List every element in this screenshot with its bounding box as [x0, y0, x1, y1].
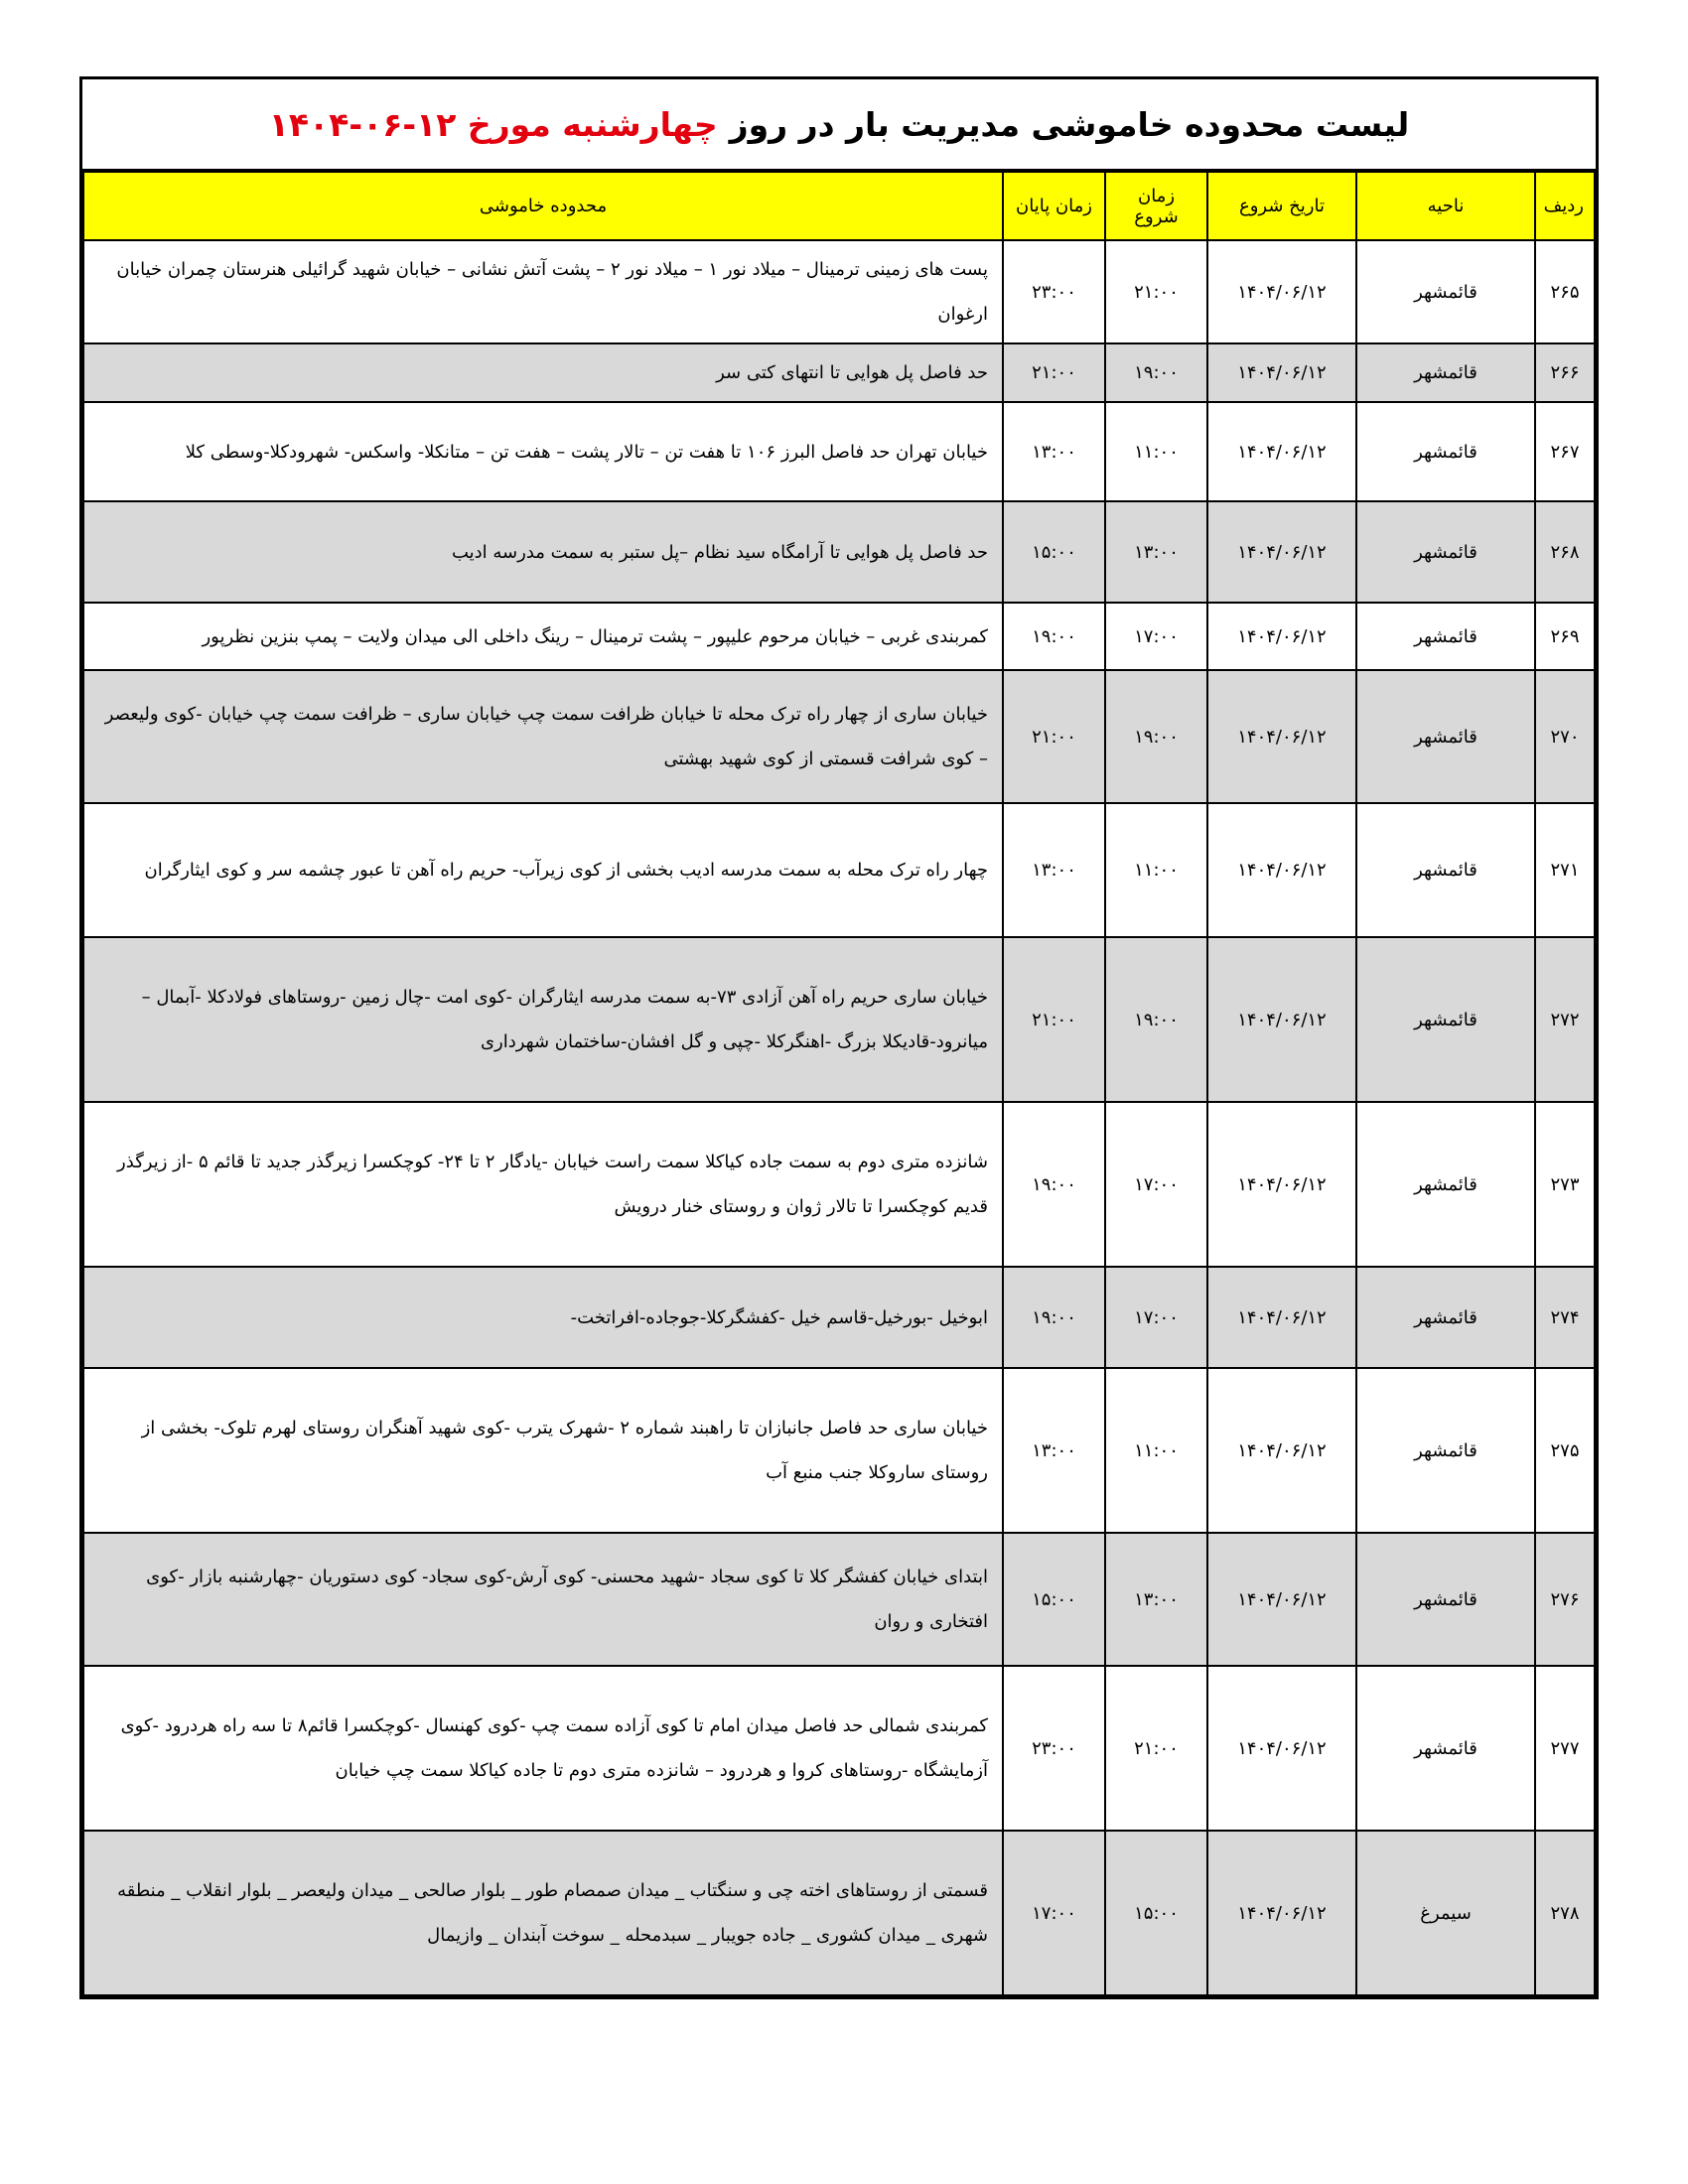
cell-row-number: ۲۷۲ [1535, 937, 1595, 1102]
cell-region: قائمشهر [1356, 240, 1535, 343]
cell-row-number: ۲۶۶ [1535, 343, 1595, 402]
cell-start-date: ۱۴۰۴/۰۶/۱۲ [1207, 1267, 1356, 1368]
table-row [83, 240, 1595, 343]
cell-start-date: ۱۴۰۴/۰۶/۱۲ [1207, 670, 1356, 803]
cell-region: قائمشهر [1356, 1666, 1535, 1831]
cell-row-number: ۲۷۸ [1535, 1831, 1595, 1995]
cell-blackout-area: کمربندی غربی – خیابان مرحوم علیپور – پشت ترمینال – رینگ داخلی الی میدان ولایت – پمپ بنزین نظرپور [83, 603, 1003, 670]
cell-start-date: ۱۴۰۴/۰۶/۱۲ [1207, 803, 1356, 937]
page-title [82, 79, 1596, 171]
header-row-number: ردیف [1535, 172, 1595, 240]
table-row [83, 1666, 1595, 1831]
cell-row-number: ۲۶۸ [1535, 501, 1595, 603]
table-row [83, 343, 1595, 402]
cell-start-time: ۱۱:۰۰ [1105, 402, 1207, 501]
table-row [83, 937, 1595, 1102]
cell-start-date: ۱۴۰۴/۰۶/۱۲ [1207, 937, 1356, 1102]
cell-start-date: ۱۴۰۴/۰۶/۱۲ [1207, 603, 1356, 670]
cell-start-time: ۲۱:۰۰ [1105, 1666, 1207, 1831]
cell-start-time: ۱۷:۰۰ [1105, 1102, 1207, 1267]
blackout-table [82, 171, 1596, 1996]
table-row [83, 402, 1595, 501]
cell-region: قائمشهر [1356, 501, 1535, 603]
cell-region: قائمشهر [1356, 1533, 1535, 1666]
cell-end-time: ۲۱:۰۰ [1003, 670, 1105, 803]
cell-start-date: ۱۴۰۴/۰۶/۱۲ [1207, 1533, 1356, 1666]
cell-start-time: ۱۵:۰۰ [1105, 1831, 1207, 1995]
cell-start-time: ۱۱:۰۰ [1105, 1368, 1207, 1533]
cell-end-time: ۲۳:۰۰ [1003, 240, 1105, 343]
header-region: ناحیه [1356, 172, 1535, 240]
table-row [83, 1533, 1595, 1666]
title-main: لیست محدوده خاموشی مدیریت بار در روز [729, 104, 1410, 144]
cell-blackout-area: خیابان ساری حریم راه آهن آزادی ۷۳-به سمت مدرسه ایثارگران -کوی امت -چال زمین -روستاهای فولادکلا -آبمال – میانرود-قادیکلا بزرگ -اهنگرکلا -چپی و گل افشان-ساختمان شهرداری [83, 937, 1003, 1102]
table-header-row [83, 172, 1595, 240]
cell-blackout-area: چهار راه ترک محله به سمت مدرسه ادیب بخشی از کوی زیرآب- حریم راه آهن تا عبور چشمه سر و کوی ایثارگران [83, 803, 1003, 937]
cell-end-time: ۱۳:۰۰ [1003, 402, 1105, 501]
header-start-date: تاریخ شروع [1207, 172, 1356, 240]
cell-start-date: ۱۴۰۴/۰۶/۱۲ [1207, 1368, 1356, 1533]
cell-start-date: ۱۴۰۴/۰۶/۱۲ [1207, 501, 1356, 603]
table-row [83, 670, 1595, 803]
cell-row-number: ۲۷۵ [1535, 1368, 1595, 1533]
cell-end-time: ۱۹:۰۰ [1003, 1102, 1105, 1267]
cell-start-time: ۱۷:۰۰ [1105, 1267, 1207, 1368]
cell-row-number: ۲۶۷ [1535, 402, 1595, 501]
cell-row-number: ۲۷۰ [1535, 670, 1595, 803]
cell-row-number: ۲۷۳ [1535, 1102, 1595, 1267]
cell-blackout-area: خیابان ساری حد فاصل جانبازان تا راهبند شماره ۲ -شهرک یترب -کوی شهید آهنگران روستای لهرم تلوک- بخشی از روستای ساروکلا جنب منبع آب [83, 1368, 1003, 1533]
cell-row-number: ۲۷۶ [1535, 1533, 1595, 1666]
cell-blackout-area: خیابان ساری از چهار راه ترک محله تا خیابان ظرافت سمت چپ خیابان ساری – ظرافت سمت چپ خیابان -کوی ولیعصر – کوی شرافت قسمتی از کوی شهید بهشتی [83, 670, 1003, 803]
table-row [83, 1102, 1595, 1267]
table-row [83, 1368, 1595, 1533]
cell-row-number: ۲۷۱ [1535, 803, 1595, 937]
table-row [83, 1831, 1595, 1995]
table-row [83, 501, 1595, 603]
cell-start-date: ۱۴۰۴/۰۶/۱۲ [1207, 1102, 1356, 1267]
cell-end-time: ۲۱:۰۰ [1003, 937, 1105, 1102]
cell-end-time: ۱۷:۰۰ [1003, 1831, 1105, 1995]
cell-end-time: ۲۱:۰۰ [1003, 343, 1105, 402]
cell-blackout-area: خیابان تهران حد فاصل البرز ۱۰۶ تا هفت تن – تالار پشت – هفت تن – متانکلا- واسکس- شهرودکلا-وسطی کلا [83, 402, 1003, 501]
cell-region: قائمشهر [1356, 803, 1535, 937]
cell-row-number: ۲۶۵ [1535, 240, 1595, 343]
cell-end-time: ۱۵:۰۰ [1003, 501, 1105, 603]
title-date: چهارشنبه مورخ ۱۲-۰۶-۱۴۰۴ [268, 104, 718, 144]
cell-row-number: ۲۷۴ [1535, 1267, 1595, 1368]
cell-region: قائمشهر [1356, 1267, 1535, 1368]
cell-blackout-area: پست های زمینی ترمینال – میلاد نور ۱ – میلاد نور ۲ – پشت آتش نشانی – خیابان شهید گرائیلی هنرستان چمران خیابان ارغوان [83, 240, 1003, 343]
cell-region: قائمشهر [1356, 1102, 1535, 1267]
cell-end-time: ۱۵:۰۰ [1003, 1533, 1105, 1666]
document-sheet [79, 76, 1599, 1999]
cell-start-date: ۱۴۰۴/۰۶/۱۲ [1207, 240, 1356, 343]
cell-region: قائمشهر [1356, 343, 1535, 402]
cell-start-date: ۱۴۰۴/۰۶/۱۲ [1207, 1831, 1356, 1995]
header-blackout-area: محدوده خاموشی [83, 172, 1003, 240]
cell-start-time: ۱۷:۰۰ [1105, 603, 1207, 670]
cell-region: قائمشهر [1356, 937, 1535, 1102]
cell-blackout-area: حد فاصل پل هوایی تا آرامگاه سید نظام –پل ستبر به سمت مدرسه ادیب [83, 501, 1003, 603]
cell-start-date: ۱۴۰۴/۰۶/۱۲ [1207, 1666, 1356, 1831]
cell-end-time: ۱۳:۰۰ [1003, 1368, 1105, 1533]
cell-start-time: ۱۳:۰۰ [1105, 1533, 1207, 1666]
cell-end-time: ۱۳:۰۰ [1003, 803, 1105, 937]
cell-region: قائمشهر [1356, 1368, 1535, 1533]
cell-region: قائمشهر [1356, 402, 1535, 501]
cell-start-date: ۱۴۰۴/۰۶/۱۲ [1207, 343, 1356, 402]
table-row [83, 1267, 1595, 1368]
cell-end-time: ۱۹:۰۰ [1003, 603, 1105, 670]
cell-blackout-area: شانزده متری دوم به سمت جاده کیاکلا سمت راست خیابان -یادگار ۲ تا ۲۴- کوچکسرا زیرگذر جدید تا قائم ۵ -از زیرگذر قدیم کوچکسرا تا تالار ژوان و روستای خنار درویش [83, 1102, 1003, 1267]
cell-end-time: ۲۳:۰۰ [1003, 1666, 1105, 1831]
cell-region: قائمشهر [1356, 670, 1535, 803]
cell-row-number: ۲۷۷ [1535, 1666, 1595, 1831]
cell-blackout-area: قسمتی از روستاهای اخته چی و سنگتاب _ میدان صمصام طور _ بلوار صالحی _ میدان ولیعصر _ بلوار انقلاب _ منطقه شهری _ میدان کشوری _ جاده جویبار _ سبدمحله _ سوخت آبندان _ وازیمال [83, 1831, 1003, 1995]
cell-blackout-area: کمربندی شمالی حد فاصل میدان امام تا کوی آزاده سمت چپ -کوی کهنسال -کوچکسرا قائم۸ تا سه راه هردرود -کوی آزمایشگاه -روستاهای کروا و هردرود – شانزده متری دوم تا جاده کیاکلا سمت چپ خیابان [83, 1666, 1003, 1831]
cell-start-date: ۱۴۰۴/۰۶/۱۲ [1207, 402, 1356, 501]
cell-blackout-area: ابتدای خیابان کفشگر کلا تا کوی سجاد -شهید محسنی- کوی آرش-کوی سجاد- کوی دستوریان -چهارشنبه بازار -کوی افتخاری و روان [83, 1533, 1003, 1666]
table-row [83, 803, 1595, 937]
cell-start-time: ۱۹:۰۰ [1105, 937, 1207, 1102]
cell-row-number: ۲۶۹ [1535, 603, 1595, 670]
cell-start-time: ۱۳:۰۰ [1105, 501, 1207, 603]
cell-region: سیمرغ [1356, 1831, 1535, 1995]
header-end-time: زمان پایان [1003, 172, 1105, 240]
cell-end-time: ۱۹:۰۰ [1003, 1267, 1105, 1368]
table-row [83, 603, 1595, 670]
cell-start-time: ۱۹:۰۰ [1105, 343, 1207, 402]
cell-region: قائمشهر [1356, 603, 1535, 670]
cell-start-time: ۱۹:۰۰ [1105, 670, 1207, 803]
cell-blackout-area: ابوخیل -بورخیل-قاسم خیل -کفشگرکلا-جوجاده-افراتخت- [83, 1267, 1003, 1368]
cell-blackout-area: حد فاصل پل هوایی تا انتهای کتی سر [83, 343, 1003, 402]
cell-start-time: ۲۱:۰۰ [1105, 240, 1207, 343]
header-start-time: زمان شروع [1105, 172, 1207, 240]
cell-start-time: ۱۱:۰۰ [1105, 803, 1207, 937]
